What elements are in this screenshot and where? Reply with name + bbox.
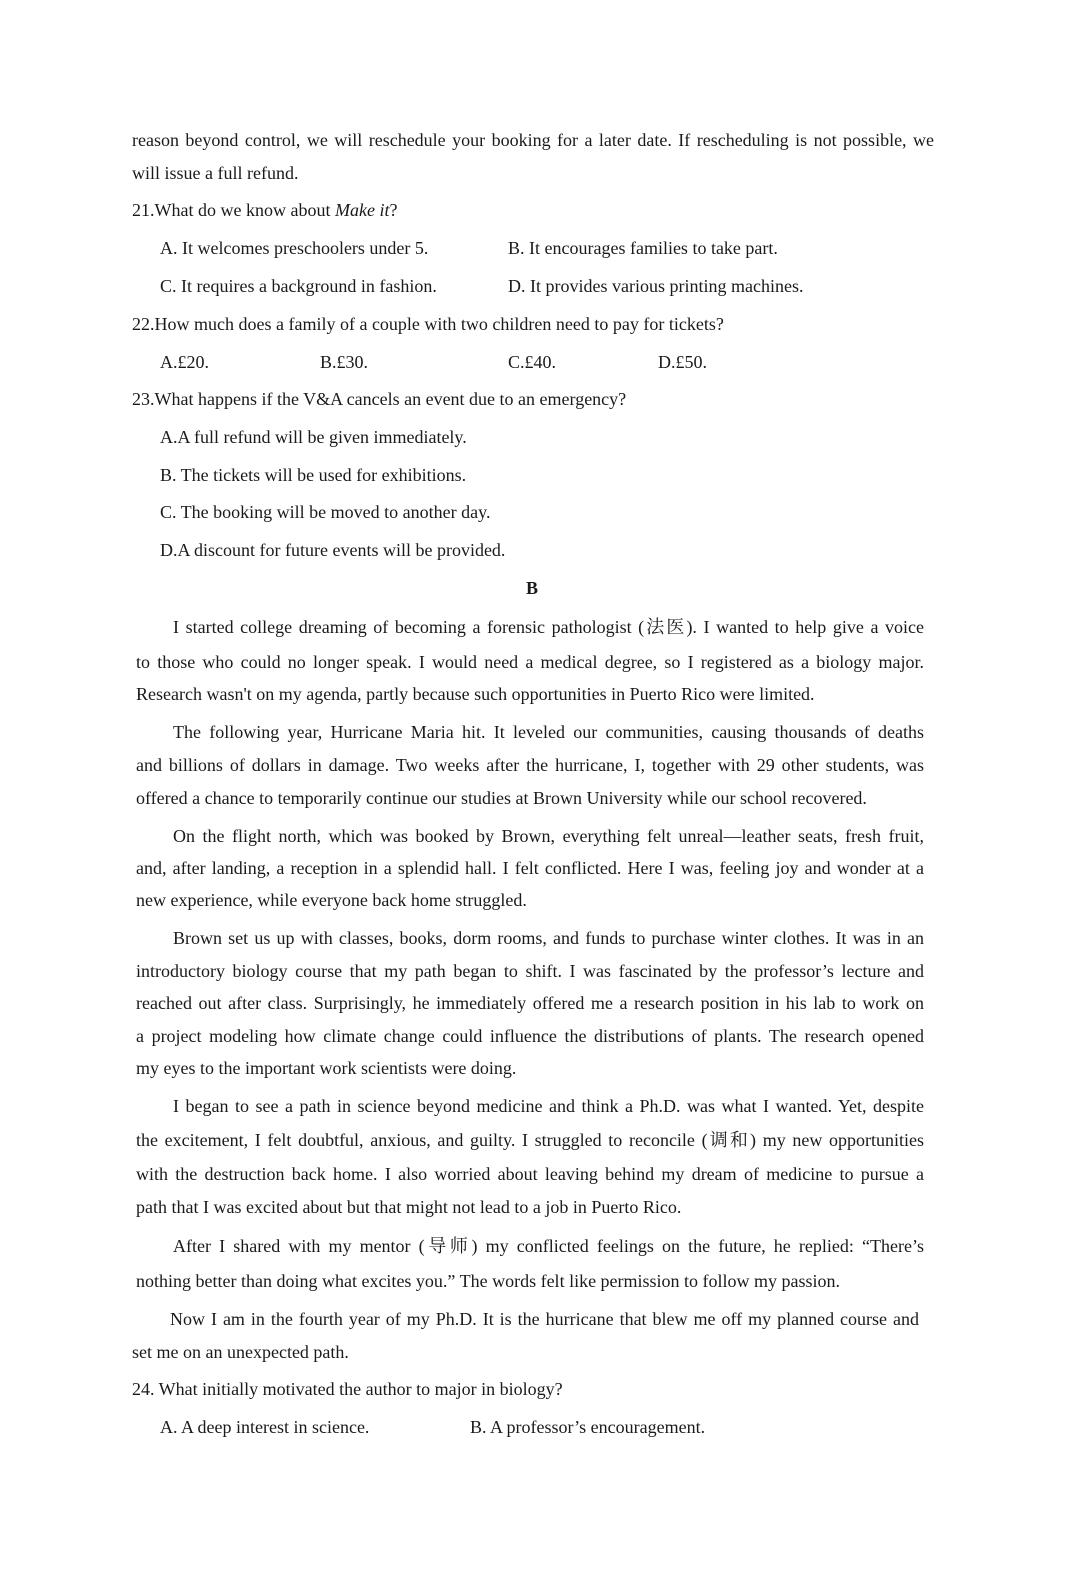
passage-b-line: reached out after class. Surprisingly, he immediately offered me a research position in his lab to work on [136,993,924,1013]
passage-b-line: my eyes to the important work scientists were doing. [136,1058,517,1078]
passage-b-line: After I shared with my mentor (导师) my conflicted feelings on the future, he replied: “There’s [173,1236,924,1256]
question-23-stem: 23.What happens if the V&A cancels an event due to an emergency? [132,389,627,409]
question-21-option-a: A. It welcomes preschoolers under 5. [160,238,429,258]
question-21-option-c: C. It requires a background in fashion. [160,276,437,296]
passage-b-line: path that I was excited about but that might not lead to a job in Puerto Rico. [136,1197,682,1217]
question-21-option-b: B. It encourages families to take part. [508,238,778,258]
passage-b-line: a project modeling how climate change could influence the distributions of plants. The research opened [136,1026,924,1046]
passage-b-line: offered a chance to temporarily continue our studies at Brown University while our school recovered. [136,788,867,808]
passage-a-line: will issue a full refund. [132,163,299,183]
passage-b-line: and, after landing, a reception in a splendid hall. I felt conflicted. Here I was, feeling joy and wonder at a [136,858,924,878]
passage-b-heading: B [526,578,539,598]
passage-b-line: I started college dreaming of becoming a forensic pathologist (法医). I wanted to help give a voice [173,617,924,637]
question-22-option-d: D.£50. [658,352,707,372]
question-21-stem [132,198,397,222]
question-23-option-c: C. The booking will be moved to another day. [160,502,491,522]
question-22-option-c: C.£40. [508,352,557,372]
passage-a-line: reason beyond control, we will reschedule your booking for a later date. If rescheduling is not possible, we [132,130,934,150]
passage-b-line: with the destruction back home. I also worried about leaving behind my dream of medicine to pursue a [136,1164,924,1184]
question-23-option-b: B. The tickets will be used for exhibitions. [160,465,467,485]
question-24-option-a: A. A deep interest in science. [160,1417,370,1437]
question-23-option-a: A.A full refund will be given immediately. [160,427,467,447]
question-21-stem-suffix: ? [389,200,398,220]
question-22-option-a: A.£20. [160,352,209,372]
passage-b-line: introductory biology course that my path began to shift. I was fascinated by the professor’s lecture and [136,961,924,981]
question-23-option-d: D.A discount for future events will be provided. [160,540,506,560]
passage-b-line: Now I am in the fourth year of my Ph.D. It is the hurricane that blew me off my planned course and [170,1309,919,1329]
passage-b-line: The following year, Hurricane Maria hit. It leveled our communities, causing thousands of deaths [173,722,924,742]
passage-b-line: Research wasn't on my agenda, partly because such opportunities in Puerto Rico were limited. [136,684,815,704]
question-21-stem-title: Make it [334,200,390,220]
passage-b-line: and billions of dollars in damage. Two weeks after the hurricane, I, together with 29 other students, was [136,755,924,775]
passage-b-line: set me on an unexpected path. [132,1342,349,1362]
passage-b-line: nothing better than doing what excites you.” The words felt like permission to follow my passion. [136,1271,841,1291]
passage-b-line: Brown set us up with classes, books, dorm rooms, and funds to purchase winter clothes. It was in an [173,928,924,948]
question-21-stem-prefix: 21.What do we know about [132,200,335,220]
question-24-stem: 24. What initially motivated the author to major in biology? [132,1379,563,1399]
question-22-option-b: B.£30. [320,352,369,372]
passage-b-line: On the flight north, which was booked by Brown, everything felt unreal—leather seats, fresh fruit, [173,826,924,846]
passage-b-line: the excitement, I felt doubtful, anxious, and guilty. I struggled to reconcile (调和) my new opportunities [136,1130,924,1150]
passage-b-line: I began to see a path in science beyond medicine and think a Ph.D. was what I wanted. Yet, despite [173,1096,924,1116]
passage-b-line: to those who could no longer speak. I would need a medical degree, so I registered as a biology major. [136,652,924,672]
passage-b-line: new experience, while everyone back home struggled. [136,890,527,910]
question-24-option-b: B. A professor’s encouragement. [470,1417,706,1437]
question-22-stem: 22.How much does a family of a couple with two children need to pay for tickets? [132,314,724,334]
question-21-option-d: D. It provides various printing machines. [508,276,804,296]
